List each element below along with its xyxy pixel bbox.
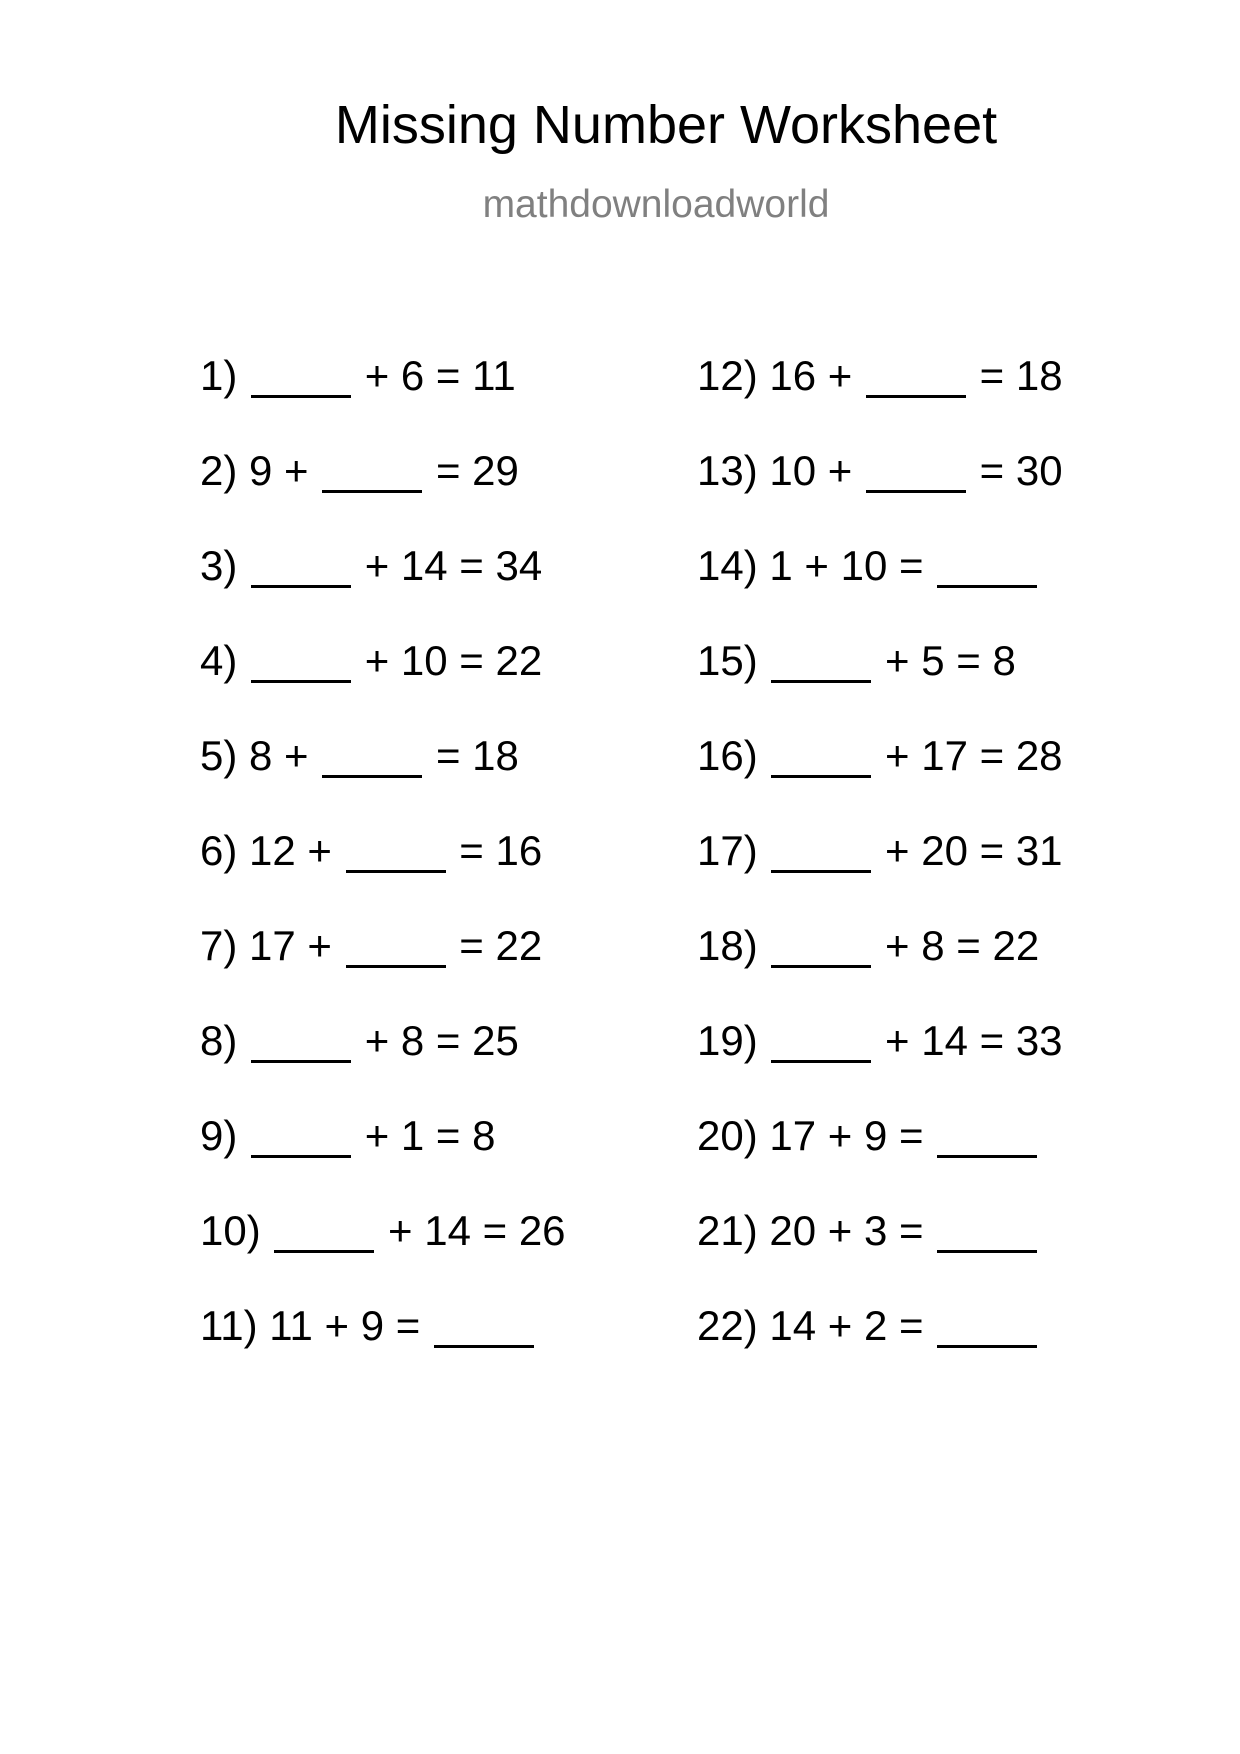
problem-number: 5) <box>200 732 238 779</box>
problem-number: 11) <box>200 1302 258 1349</box>
problem-text: 20 + 3 = <box>769 1207 924 1254</box>
answer-blank[interactable] <box>771 925 871 968</box>
problem-19 <box>697 1017 1063 1112</box>
problem-text: 8 + <box>249 732 309 779</box>
problem-number: 14) <box>697 542 758 589</box>
problem-text: 12 + <box>249 827 332 874</box>
answer-blank[interactable] <box>434 1305 534 1348</box>
problem-number: 7) <box>200 922 238 969</box>
problem-text: + 6 = 11 <box>364 352 516 399</box>
problem-4 <box>200 637 566 732</box>
problem-number: 9) <box>200 1112 238 1159</box>
answer-blank[interactable] <box>322 735 422 778</box>
answer-blank[interactable] <box>771 830 871 873</box>
problem-20 <box>697 1112 1063 1207</box>
problem-8 <box>200 1017 566 1112</box>
problem-text: 14 + 2 = <box>769 1302 924 1349</box>
problem-text: + 17 = 28 <box>885 732 1063 779</box>
problem-number: 12) <box>697 352 758 399</box>
problem-text: 17 + <box>249 922 332 969</box>
problem-5 <box>200 732 566 827</box>
problem-number: 13) <box>697 447 758 494</box>
problems-column-left <box>200 352 566 1397</box>
problem-number: 22) <box>697 1302 758 1349</box>
problem-text: = 16 <box>459 827 543 874</box>
problem-3 <box>200 542 566 637</box>
problem-17 <box>697 827 1063 922</box>
problem-text: = 18 <box>979 352 1063 399</box>
problem-text: = 18 <box>435 732 519 779</box>
answer-blank[interactable] <box>346 830 446 873</box>
problem-number: 19) <box>697 1017 758 1064</box>
problem-number: 10) <box>200 1207 261 1254</box>
problem-2 <box>200 447 566 542</box>
problem-text: 9 + <box>249 447 309 494</box>
problem-text: 17 + 9 = <box>769 1112 924 1159</box>
problem-22 <box>697 1302 1063 1397</box>
problem-number: 21) <box>697 1207 758 1254</box>
problem-1 <box>200 352 566 447</box>
problem-number: 20) <box>697 1112 758 1159</box>
problem-number: 2) <box>200 447 238 494</box>
answer-blank[interactable] <box>937 1115 1037 1158</box>
problem-11 <box>200 1302 566 1397</box>
answer-blank[interactable] <box>771 1020 871 1063</box>
problem-number: 3) <box>200 542 238 589</box>
problem-text: + 1 = 8 <box>364 1112 496 1159</box>
answer-blank[interactable] <box>251 545 351 588</box>
problem-10 <box>200 1207 566 1302</box>
problem-text: 10 + <box>769 447 853 494</box>
worksheet-title: Missing Number Worksheet <box>334 95 998 155</box>
problem-7 <box>200 922 566 1017</box>
problems-column-right <box>697 352 1063 1397</box>
worksheet-subtitle: mathdownloadworld <box>482 183 830 226</box>
problem-text: = 30 <box>979 447 1063 494</box>
problem-9 <box>200 1112 566 1207</box>
problem-number: 1) <box>200 352 238 399</box>
problem-text: = 22 <box>459 922 543 969</box>
problem-text: + 20 = 31 <box>885 827 1063 874</box>
answer-blank[interactable] <box>937 545 1037 588</box>
problem-number: 4) <box>200 637 238 684</box>
problem-text: + 14 = 26 <box>388 1207 566 1254</box>
problem-12 <box>697 352 1063 447</box>
problem-16 <box>697 732 1063 827</box>
problem-text: = 29 <box>435 447 519 494</box>
answer-blank[interactable] <box>346 925 446 968</box>
answer-blank[interactable] <box>251 355 351 398</box>
problem-13 <box>697 447 1063 542</box>
answer-blank[interactable] <box>251 1020 351 1063</box>
problem-text: 11 + 9 = <box>269 1302 421 1349</box>
problem-number: 16) <box>697 732 758 779</box>
problem-text: 16 + <box>769 352 853 399</box>
problem-text: + 8 = 22 <box>885 922 1040 969</box>
problem-text: + 8 = 25 <box>364 1017 519 1064</box>
problem-number: 6) <box>200 827 238 874</box>
problem-21 <box>697 1207 1063 1302</box>
answer-blank[interactable] <box>937 1210 1037 1253</box>
problem-18 <box>697 922 1063 1017</box>
answer-blank[interactable] <box>937 1305 1037 1348</box>
problem-text: + 5 = 8 <box>885 637 1016 684</box>
problem-number: 8) <box>200 1017 238 1064</box>
answer-blank[interactable] <box>251 1115 351 1158</box>
answer-blank[interactable] <box>771 735 871 778</box>
answer-blank[interactable] <box>771 640 871 683</box>
problem-text: + 14 = 34 <box>364 542 543 589</box>
problem-number: 15) <box>697 637 758 684</box>
problem-15 <box>697 637 1063 732</box>
problem-number: 17) <box>697 827 758 874</box>
problem-6 <box>200 827 566 922</box>
answer-blank[interactable] <box>866 355 966 398</box>
problem-14 <box>697 542 1063 637</box>
answer-blank[interactable] <box>866 450 966 493</box>
problem-number: 18) <box>697 922 758 969</box>
problem-text: + 10 = 22 <box>364 637 543 684</box>
answer-blank[interactable] <box>251 640 351 683</box>
problem-text: + 14 = 33 <box>885 1017 1063 1064</box>
problem-text: 1 + 10 = <box>769 542 924 589</box>
answer-blank[interactable] <box>322 450 422 493</box>
answer-blank[interactable] <box>274 1210 374 1253</box>
